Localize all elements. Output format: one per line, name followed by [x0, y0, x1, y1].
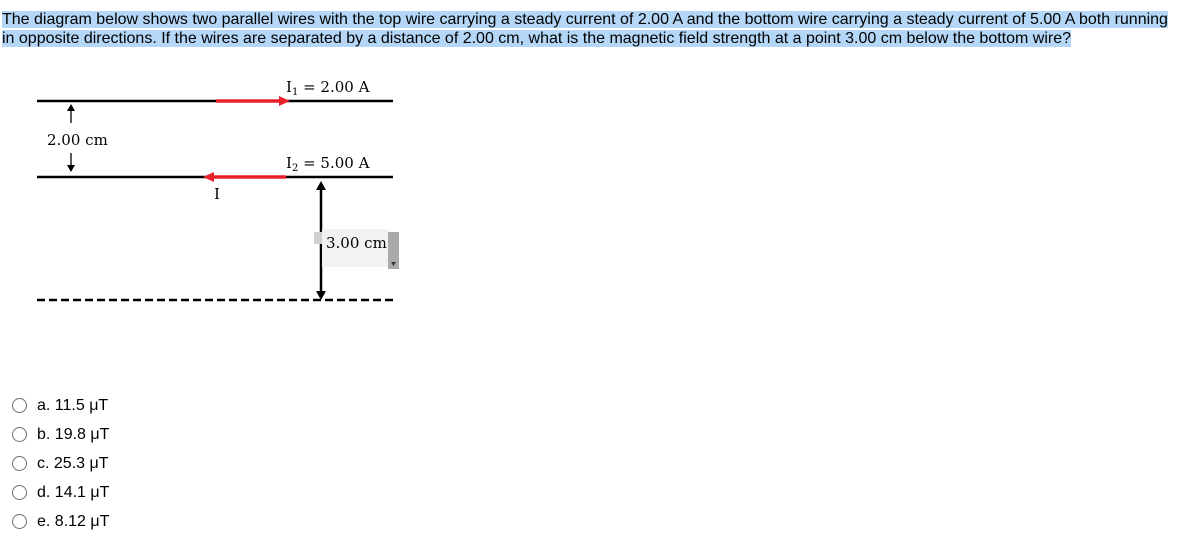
top-current-arrow-head — [279, 96, 290, 106]
radio-button[interactable] — [12, 398, 27, 413]
option-label: b. 19.8 μT — [37, 425, 110, 443]
option-a[interactable] — [12, 391, 109, 420]
question-highlight: The diagram below shows two parallel wires with the top wire carrying a steady current of 2.00 A and the bottom wire carrying a steady current of 5.00 A both running in opposite directions. If the wires are separated by a distance of 2.00 cm, what is the magnetic field strength at a point 3.00 cm below the bottom wire? — [2, 11, 1168, 47]
option-label: a. 11.5 μT — [37, 396, 109, 414]
radio-button[interactable] — [12, 514, 27, 529]
option-label: e. 8.12 μT — [37, 512, 110, 530]
answer-options — [12, 391, 109, 536]
distance-arrow-down-head — [316, 291, 326, 300]
radio-button[interactable] — [12, 427, 27, 442]
separation-arrow-down-head — [67, 165, 75, 172]
distance-label: 3.00 cm — [326, 234, 387, 252]
option-label: c. 25.3 μT — [37, 454, 109, 472]
option-d[interactable] — [12, 478, 109, 507]
separation-arrow-up-head — [67, 104, 75, 111]
top-current-label: $I_1 = 2.00$ A — [286, 78, 370, 98]
option-label: d. 14.1 μT — [37, 483, 110, 501]
current-symbol-label: I — [214, 185, 220, 203]
separation-label: 2.00 cm — [47, 131, 108, 149]
radio-button[interactable] — [12, 456, 27, 471]
distance-label-marker — [314, 232, 322, 244]
option-e[interactable] — [12, 507, 109, 536]
bottom-current-label: $I_2 = 5.00$ A — [286, 154, 370, 174]
option-b[interactable] — [12, 420, 109, 449]
bottom-current-arrow-head — [203, 172, 214, 182]
distance-arrow-up-head — [316, 181, 326, 190]
radio-button[interactable] — [12, 485, 27, 500]
option-c[interactable] — [12, 449, 109, 478]
